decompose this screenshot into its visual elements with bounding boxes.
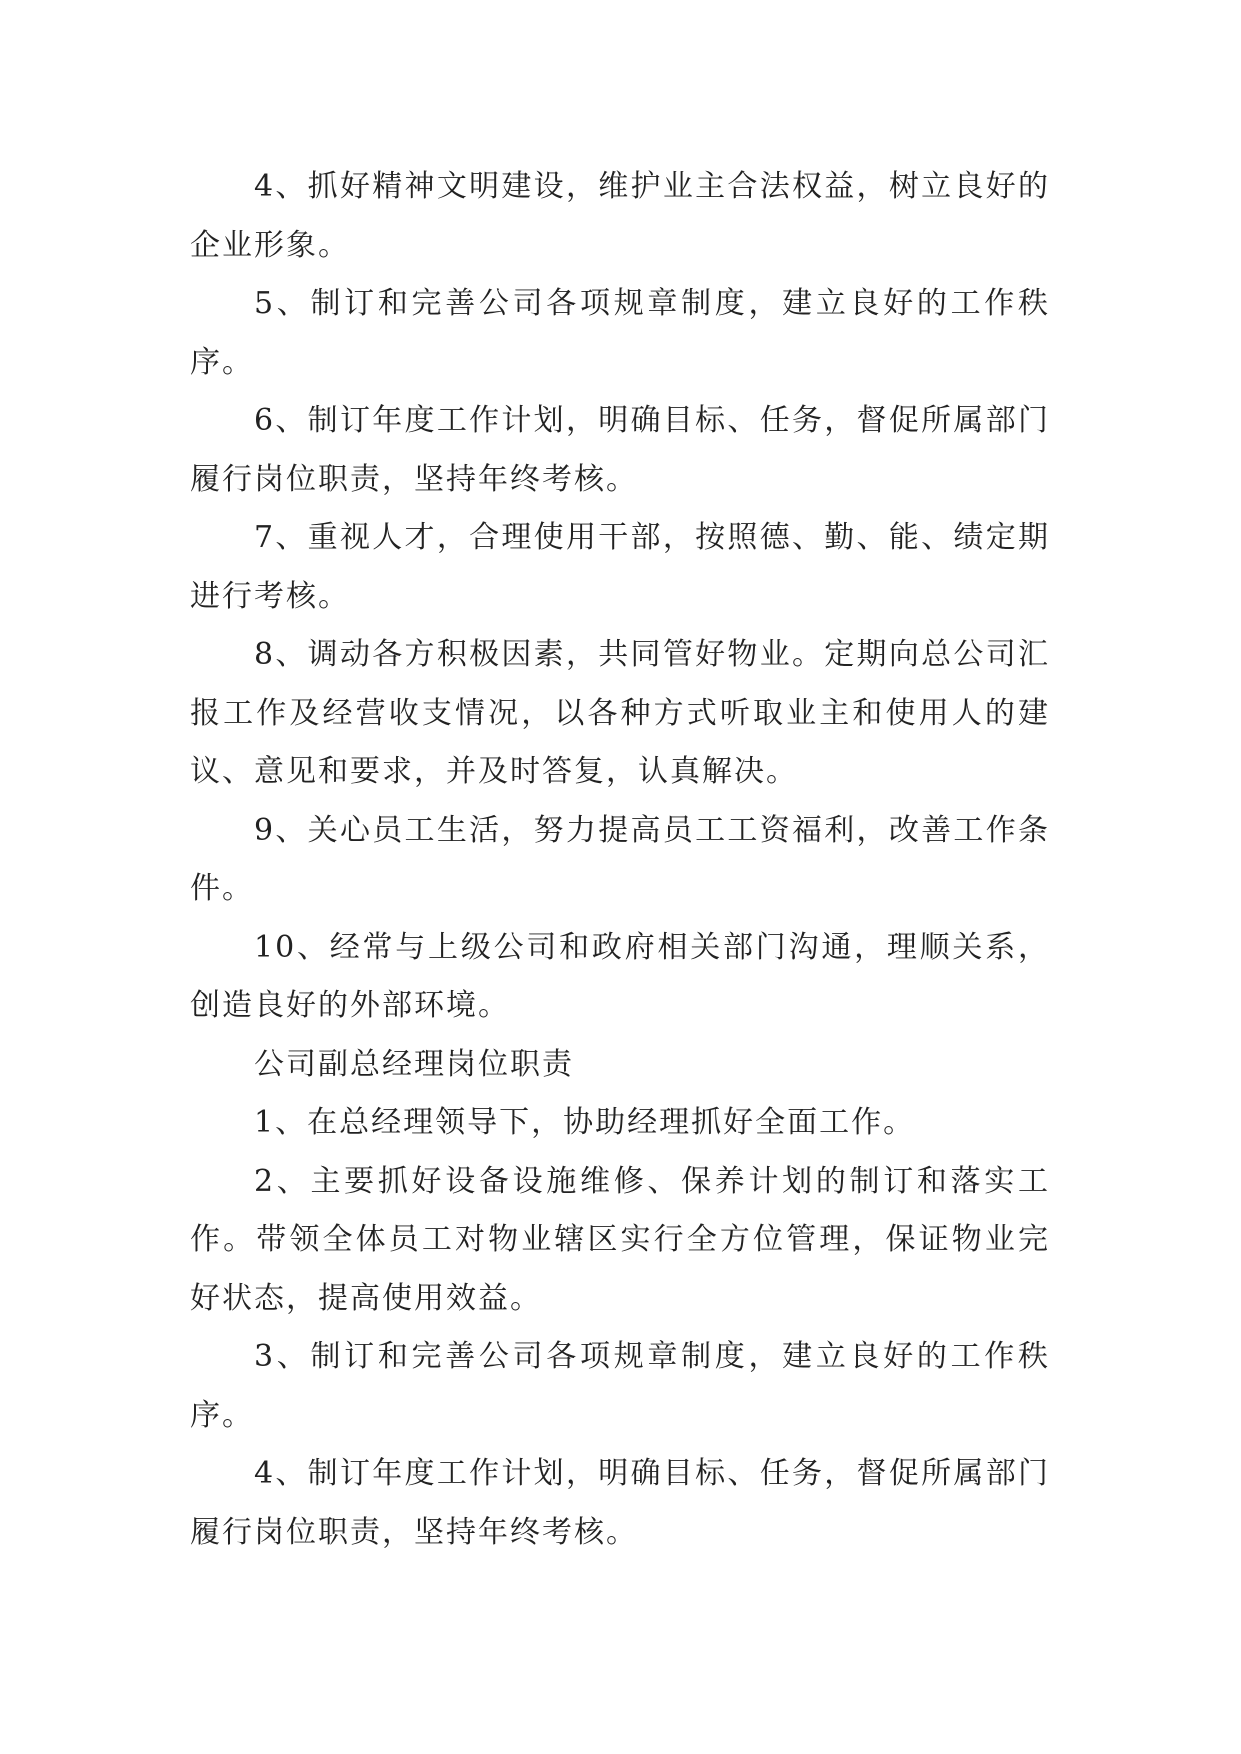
paragraph-deputy-duty-3: 3、制订和完善公司各项规章制度，建立良好的工作秩序。 <box>190 1339 1050 1433</box>
paragraph-duty-8: 8、调动各方积极因素，共同管好物业。定期向总公司汇报工作及经营收支情况，以各种方式听取业主和使用人的建议、意见和要求，并及时答复，认真解决。 <box>190 637 1050 789</box>
paragraph-duty-10: 10、经常与上级公司和政府相关部门沟通，理顺关系，创造良好的外部环境。 <box>190 929 1050 1023</box>
paragraph-deputy-duty-4: 4、制订年度工作计划，明确目标、任务，督促所属部门履行岗位职责，坚持年终考核。 <box>190 1456 1050 1550</box>
paragraph-duty-5: 5、制订和完善公司各项规章制度，建立良好的工作秩序。 <box>190 286 1050 380</box>
section-heading-deputy-gm: 公司副总经理岗位职责 <box>254 1046 574 1082</box>
paragraph-duty-4: 4、抓好精神文明建设，维护业主合法权益，树立良好的企业形象。 <box>190 169 1050 263</box>
paragraph-deputy-duty-2: 2、主要抓好设备设施维修、保养计划的制订和落实工作。带领全体员工对物业辖区实行全方位管理，保证物业完好状态，提高使用效益。 <box>190 1163 1050 1316</box>
document-body <box>190 158 1050 1562</box>
paragraph-duty-7: 7、重视人才，合理使用干部，按照德、勤、能、绩定期进行考核。 <box>190 520 1050 614</box>
paragraph-duty-6: 6、制订年度工作计划，明确目标、任务，督促所属部门履行岗位职责，坚持年终考核。 <box>190 403 1050 497</box>
paragraph-deputy-duty-1: 1、在总经理领导下，协助经理抓好全面工作。 <box>254 1105 916 1140</box>
paragraph-duty-9: 9、关心员工生活，努力提高员工工资福利，改善工作条件。 <box>190 812 1050 906</box>
